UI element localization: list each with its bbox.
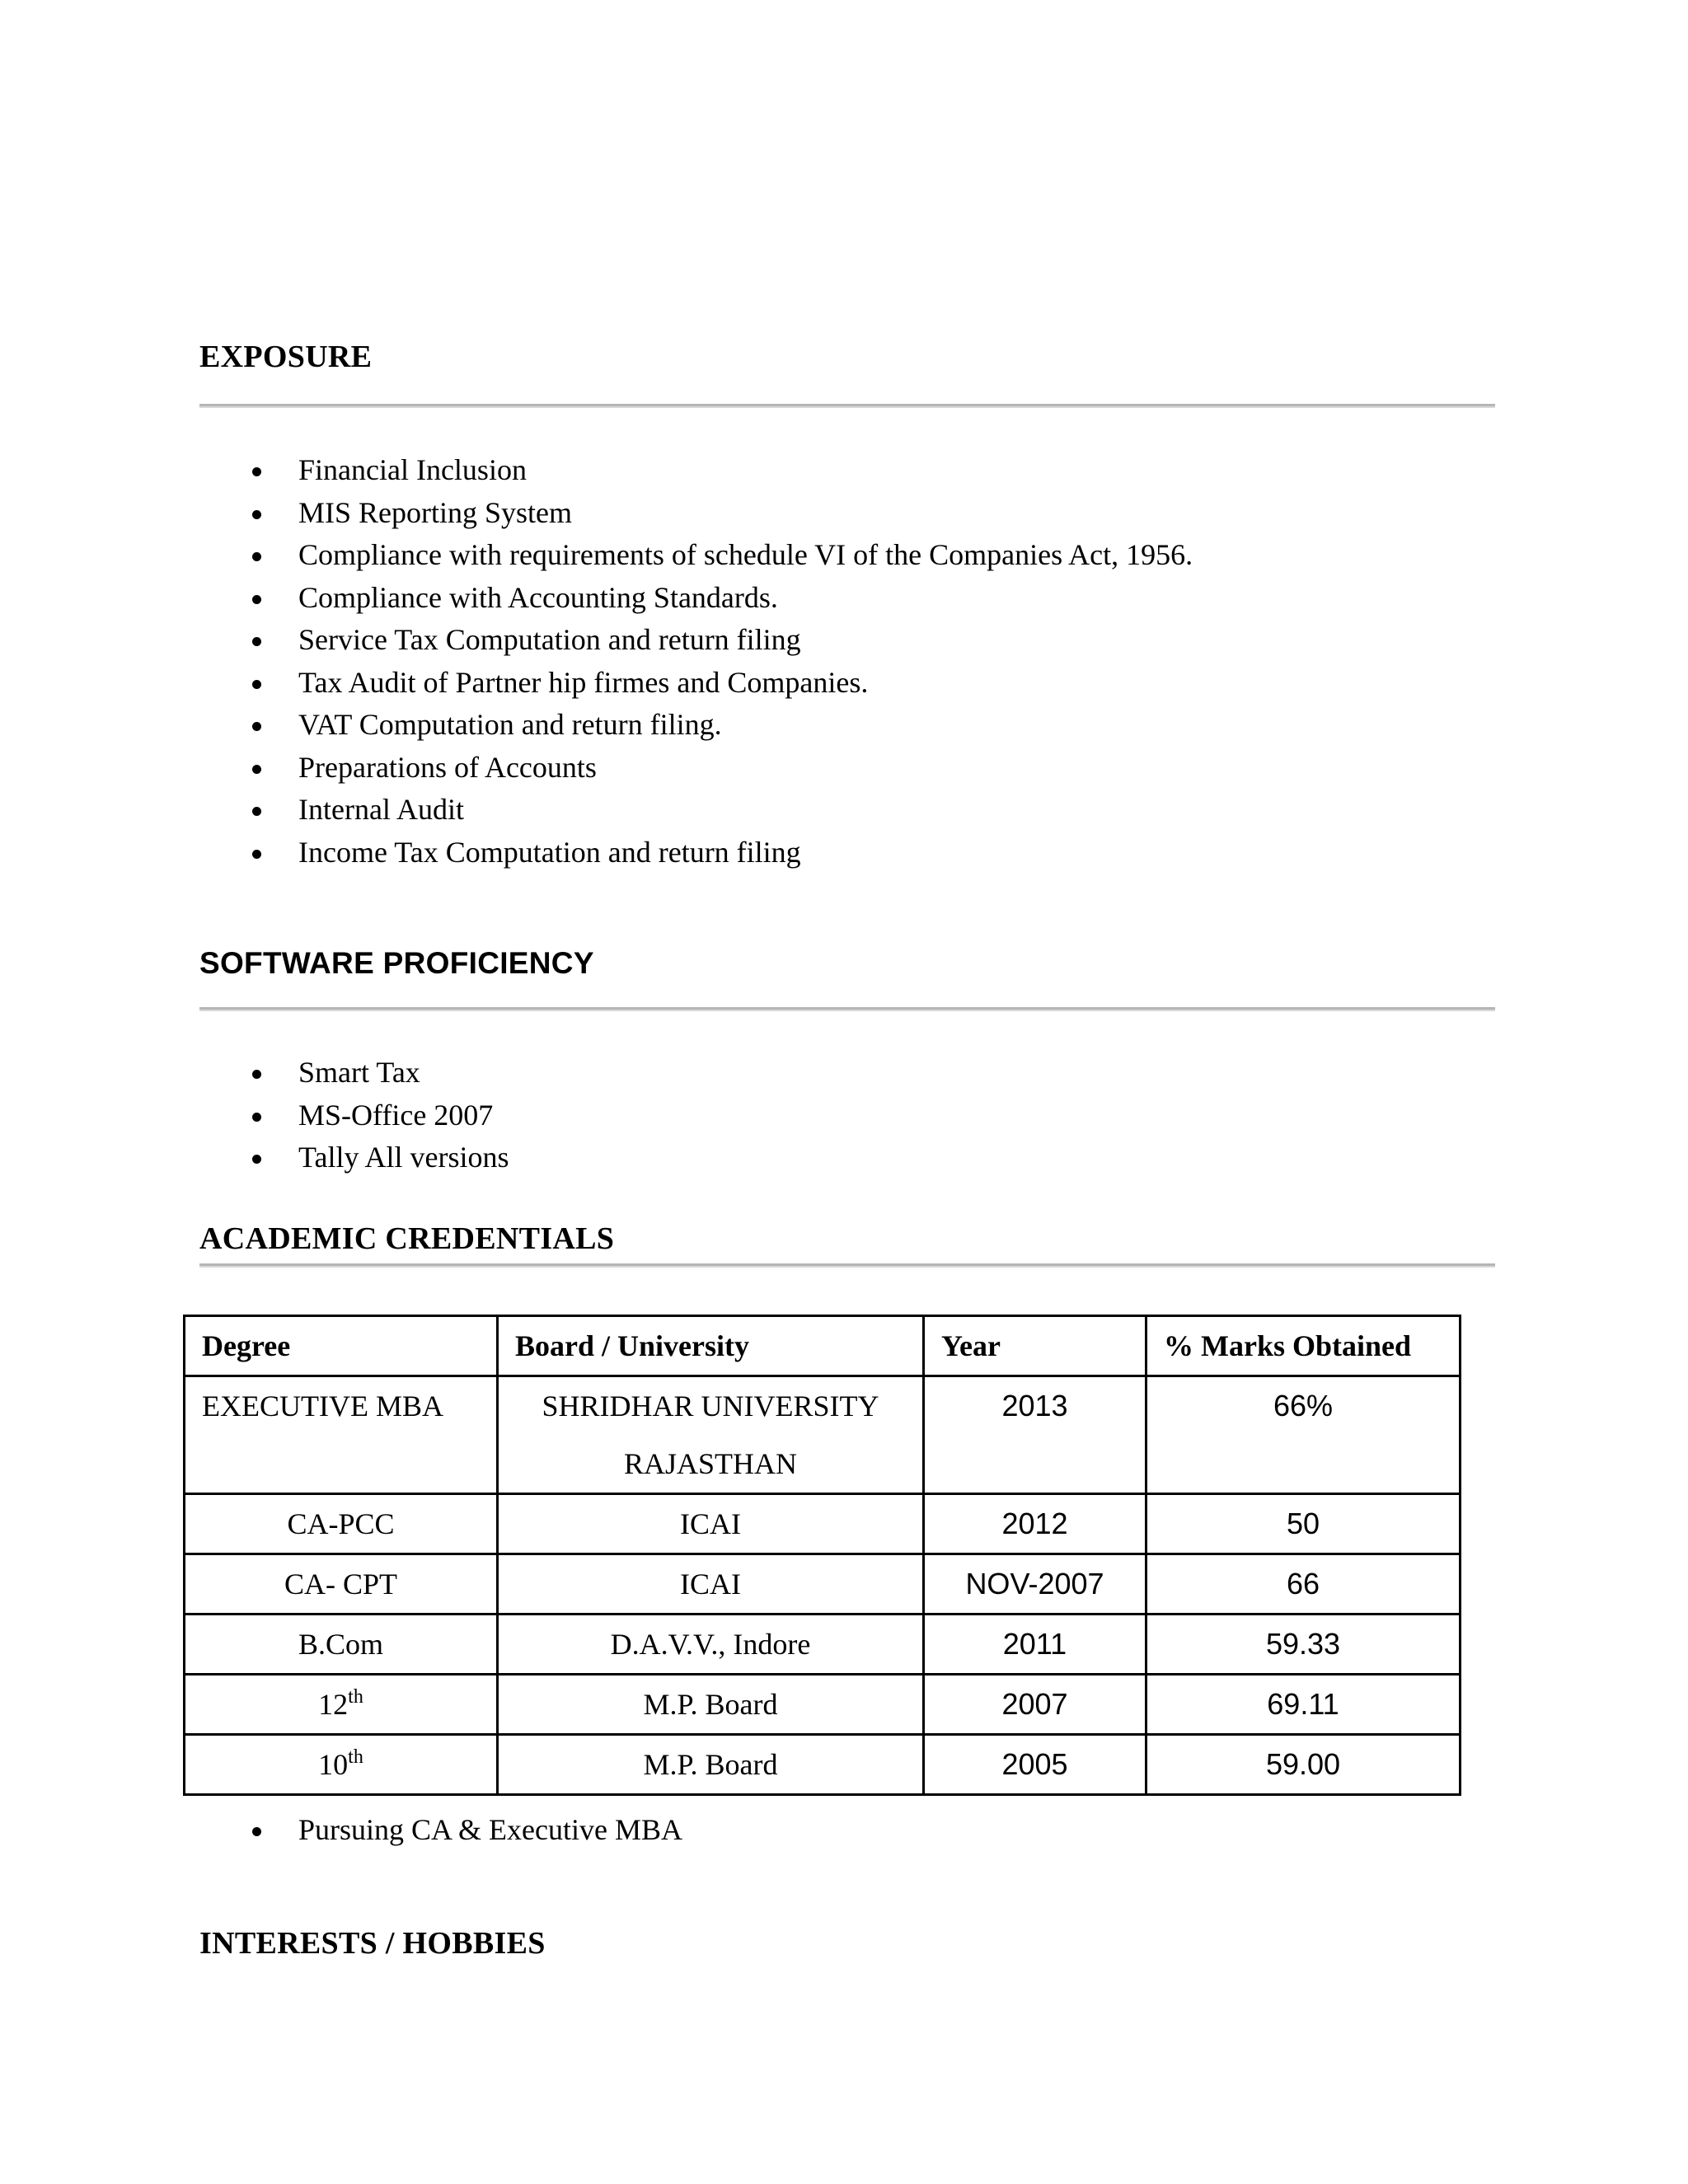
academic-heading: ACADEMIC CREDENTIALS (199, 1221, 615, 1256)
list-item: MS-Office 2007 (247, 1094, 509, 1137)
board-cell: D.A.V.V., Indore (498, 1615, 924, 1675)
table-row (185, 1554, 1461, 1615)
marks-cell: 59.33 (1146, 1615, 1461, 1675)
table-row (185, 1376, 1461, 1494)
software-divider (199, 1007, 1495, 1011)
degree-cell: EXECUTIVE MBA (185, 1376, 498, 1494)
software-list (247, 1052, 509, 1179)
column-header: % Marks Obtained (1146, 1316, 1461, 1376)
board-cell: M.P. Board (498, 1735, 924, 1795)
year-cell: 2005 (924, 1735, 1146, 1795)
marks-cell: 50 (1146, 1494, 1461, 1554)
board-cell (498, 1376, 924, 1494)
table-header-row (185, 1316, 1461, 1376)
marks-cell: 66 (1146, 1554, 1461, 1615)
column-header: Degree (185, 1316, 498, 1376)
board-line: RAJASTHAN (623, 1447, 798, 1480)
list-item: Tally All versions (247, 1137, 509, 1179)
academic-divider (199, 1263, 1495, 1268)
list-item: Smart Tax (247, 1052, 509, 1094)
board-cell: ICAI (498, 1494, 924, 1554)
list-item: Service Tax Computation and return filing (247, 619, 1193, 662)
list-item: Compliance with Accounting Standards. (247, 577, 1193, 620)
exposure-heading: EXPOSURE (199, 340, 373, 374)
table-row (185, 1735, 1461, 1795)
exposure-divider (199, 404, 1495, 408)
degree-cell (185, 1675, 498, 1735)
exposure-list (247, 449, 1193, 874)
degree-cell: CA- CPT (185, 1554, 498, 1615)
board-cell: M.P. Board (498, 1675, 924, 1735)
year-cell: 2007 (924, 1675, 1146, 1735)
marks-cell: 69.11 (1146, 1675, 1461, 1735)
degree-superscript: th (348, 1686, 363, 1708)
list-item: Financial Inclusion (247, 449, 1193, 492)
degree-number: 10 (318, 1748, 349, 1781)
table-row (185, 1494, 1461, 1554)
degree-cell: CA-PCC (185, 1494, 498, 1554)
year-cell: 2013 (924, 1376, 1146, 1494)
academic-note-list (247, 1809, 682, 1852)
column-header: Board / University (498, 1316, 924, 1376)
degree-number: 12 (318, 1688, 349, 1721)
list-item: Compliance with requirements of schedule VI of the Companies Act, 1956. (247, 534, 1193, 577)
degree-cell (185, 1735, 498, 1795)
list-item: MIS Reporting System (247, 492, 1193, 535)
software-heading: SOFTWARE PROFICIENCY (199, 946, 594, 980)
list-item: Internal Audit (247, 789, 1193, 832)
year-cell: 2011 (924, 1615, 1146, 1675)
interests-heading: INTERESTS / HOBBIES (199, 1926, 546, 1961)
marks-cell: 66% (1146, 1376, 1461, 1494)
board-line: SHRIDHAR UNIVERSITY (542, 1390, 879, 1422)
list-item: VAT Computation and return filing. (247, 704, 1193, 747)
list-item: Pursuing CA & Executive MBA (247, 1809, 682, 1852)
year-cell: 2012 (924, 1494, 1146, 1554)
degree-superscript: th (348, 1746, 363, 1768)
list-item: Income Tax Computation and return filing (247, 832, 1193, 874)
table-row (185, 1615, 1461, 1675)
list-item: Tax Audit of Partner hip firmes and Companies. (247, 662, 1193, 705)
marks-cell: 59.00 (1146, 1735, 1461, 1795)
table-row (185, 1675, 1461, 1735)
column-header: Year (924, 1316, 1146, 1376)
degree-cell: B.Com (185, 1615, 498, 1675)
year-cell: NOV-2007 (924, 1554, 1146, 1615)
list-item: Preparations of Accounts (247, 747, 1193, 790)
academic-table (183, 1315, 1461, 1796)
board-cell: ICAI (498, 1554, 924, 1615)
